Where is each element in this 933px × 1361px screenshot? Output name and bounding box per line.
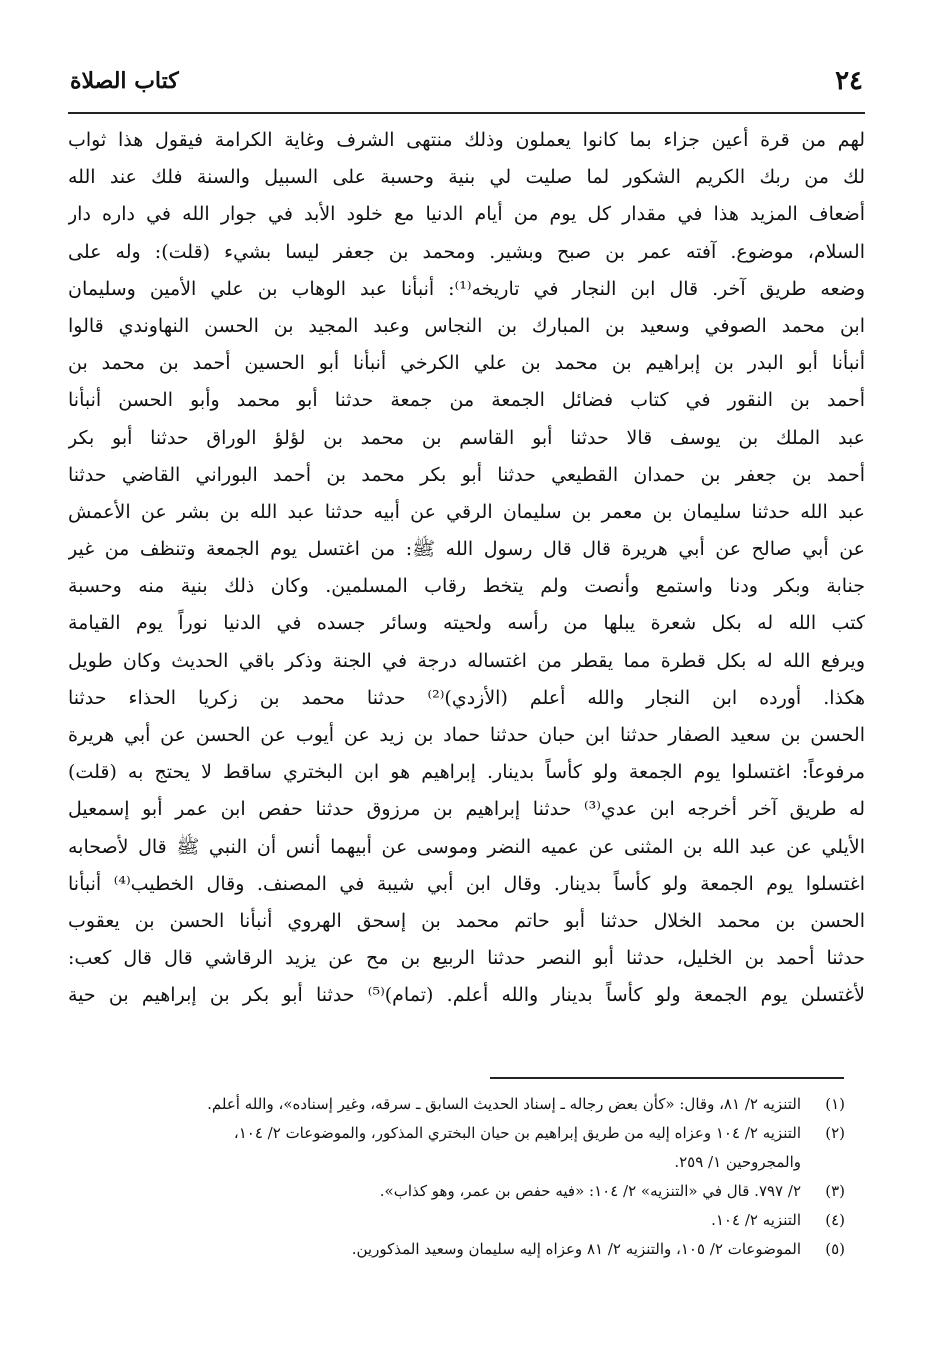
body-line: السلام، موضوع. آفته عمر بن صبح وبشير. ومحمد بن جعفر ليسا بشيء (قلت): وله على	[68, 240, 865, 263]
body-line: جنابة وبكر ودنا واستمع وأنصت ولم يتخط رقاب المسلمين. وكان ذلك بنية منه وحسبة	[68, 575, 865, 598]
body-line: أنبأنا أبو البدر بن إبراهيم بن محمد بن علي الكرخي أنبأنا أبو الحسين أحمد بن محمد بن	[68, 352, 865, 375]
footnote-text: التنزيه ٢/ ١٠٤.	[711, 1211, 801, 1229]
body-text	[68, 122, 865, 1015]
footnote-text: والمجروحين ١/ ٢٥٩.	[674, 1153, 801, 1171]
footnote-number: (٢)	[825, 1124, 845, 1142]
body-line: لك من ربك الكريم الشكور لما صليت لي بنية وحسبة على السبيل والسنة فلك عند الله	[68, 166, 865, 189]
page-number: ٢٤	[835, 66, 863, 96]
body-line: هكذا. أورده ابن النجار والله أعلم (الأزدي)⁽²⁾ حدثنا محمد بن زكريا الحذاء حدثنا	[68, 686, 865, 709]
footnotes	[72, 1090, 845, 1264]
running-header	[70, 66, 863, 106]
body-line: كتب الله له بكل شعرة يبلها من رأسه ولحيته وسائر جسده في الدنيا نوراً يوم القيامة	[68, 612, 865, 635]
footnote-text: التنزيه ٢/ ٨١، وقال: «كأن بعض رجاله ـ إسناد الحديث السابق ـ سرقه، وغير إسناده»، والله أعلم.	[207, 1095, 801, 1113]
footnote-rule	[490, 1077, 844, 1079]
body-line: لأغتسلن يوم الجمعة ولو كأساً بدينار والله أعلم. (تمام)⁽⁵⁾ حدثنا أبو بكر بن إبراهيم بن حية	[68, 984, 865, 1007]
body-line: الحسن بن محمد الخلال حدثنا أبو حاتم محمد بن إسحق الهروي أنبأنا الحسن بن يعقوب	[68, 909, 865, 932]
footnote	[72, 1148, 845, 1177]
body-line: أحمد بن النقور في كتاب فضائل الجمعة من جمعة حدثنا أبو محمد وأبو الحسن أنبأنا	[68, 389, 865, 412]
body-line: ويرفع الله له بكل قطرة مما يقطر من اغتساله درجة في الجنة وذكر باقي الحديث وكان طويل	[68, 649, 865, 672]
footnote	[72, 1119, 845, 1148]
footnote-number: (٤)	[825, 1211, 845, 1229]
footnote-number: (٥)	[825, 1240, 845, 1258]
footnote-text: التنزيه ٢/ ١٠٤ وعزاه إليه من طريق إبراهيم بن حيان البختري المذكور، والموضوعات ٢/ ١٠٤،	[233, 1124, 801, 1142]
body-line: مرفوعاً: اغتسلوا يوم الجمعة ولو كأساً بدينار. إبراهيم هو ابن البختري ساقط لا يحتج به (قلت)	[68, 761, 865, 784]
footnote-number	[801, 1148, 845, 1177]
body-line: أحمد بن جعفر بن حمدان القطيعي حدثنا أبو بكر محمد بن أحمد البوراني القاضي حدثنا	[68, 463, 865, 486]
footnote-text: ٢/ ٧٩٧. قال في «التنزيه» ٢/ ١٠٤: «فيه حفص بن عمر، وهو كذاب».	[379, 1182, 801, 1200]
body-line: عبد الملك بن يوسف قالا حدثنا أبو القاسم بن محمد بن لؤلؤ الوراق حدثنا أبو بكر	[68, 426, 865, 449]
footnote-text: الموضوعات ٢/ ١٠٥، والتنزيه ٢/ ٨١ وعزاه إليه سليمان وسعيد المذكورين.	[351, 1240, 801, 1258]
footnote-number: (١)	[825, 1095, 845, 1113]
body-line: الحسن بن سعيد الصفار حدثنا ابن حبان حدثنا حماد بن زيد عن أيوب عن الحسن عن أبي هريرة	[68, 724, 865, 746]
body-line: أضعاف المزيد هذا في مقدار كل يوم من أيام الدنيا مع خلود الأبد في جوار الله في داره دار	[68, 203, 865, 226]
body-line: ابن محمد الصوفي وسعيد بن المبارك بن النجاس وعبد المجيد بن الحسن النهاوندي قالوا	[68, 314, 865, 337]
book-title: كتاب الصلاة	[70, 68, 179, 94]
body-line: حدثنا أحمد بن الخليل، حدثنا أبو النصر حدثنا الربيع بن مح عن يزيد الرقاشي قال قال كعب:	[68, 947, 865, 970]
body-line: الأيلي عن عبد الله بن المثنى عن عميه النضر وموسى عن أبيهما أنس أن النبي ﷺ قال لأصحابه	[68, 835, 865, 858]
footnote	[72, 1177, 845, 1206]
header-rule	[68, 112, 865, 114]
body-line: عن أبي صالح عن أبي هريرة قال قال رسول الله ﷺ: من اغتسل يوم الجمعة وتنظف من غير	[68, 538, 865, 561]
body-line: اغتسلوا يوم الجمعة ولو كأساً بدينار. وقال ابن أبي شيبة في المصنف. وقال الخطيب⁽⁴⁾ أنبأنا	[68, 872, 865, 895]
body-line: لهم من قرة أعين جزاء بما كانوا يعملون وذلك منتهى الشرف وغاية الكرامة فيقول هذا ثواب	[68, 129, 865, 151]
body-line: عبد الله حدثنا سليمان بن معمر بن سليمان الرقي عن أبيه حدثنا عبد الله بن بشر عن الأعمش	[68, 500, 865, 523]
footnote	[72, 1235, 845, 1264]
body-line: له طريق آخر أخرجه ابن عدي⁽³⁾ حدثنا إبراهيم بن مرزوق حدثنا حفص ابن عمر أبو إسمعيل	[68, 798, 865, 821]
footnote-number: (٣)	[825, 1182, 845, 1200]
body-line: وضعه طريق آخر. قال ابن النجار في تاريخه⁽¹⁾: أنبأنا عبد الوهاب بن علي الأمين وسليمان	[68, 277, 865, 300]
footnote	[72, 1090, 845, 1119]
footnote	[72, 1206, 845, 1235]
